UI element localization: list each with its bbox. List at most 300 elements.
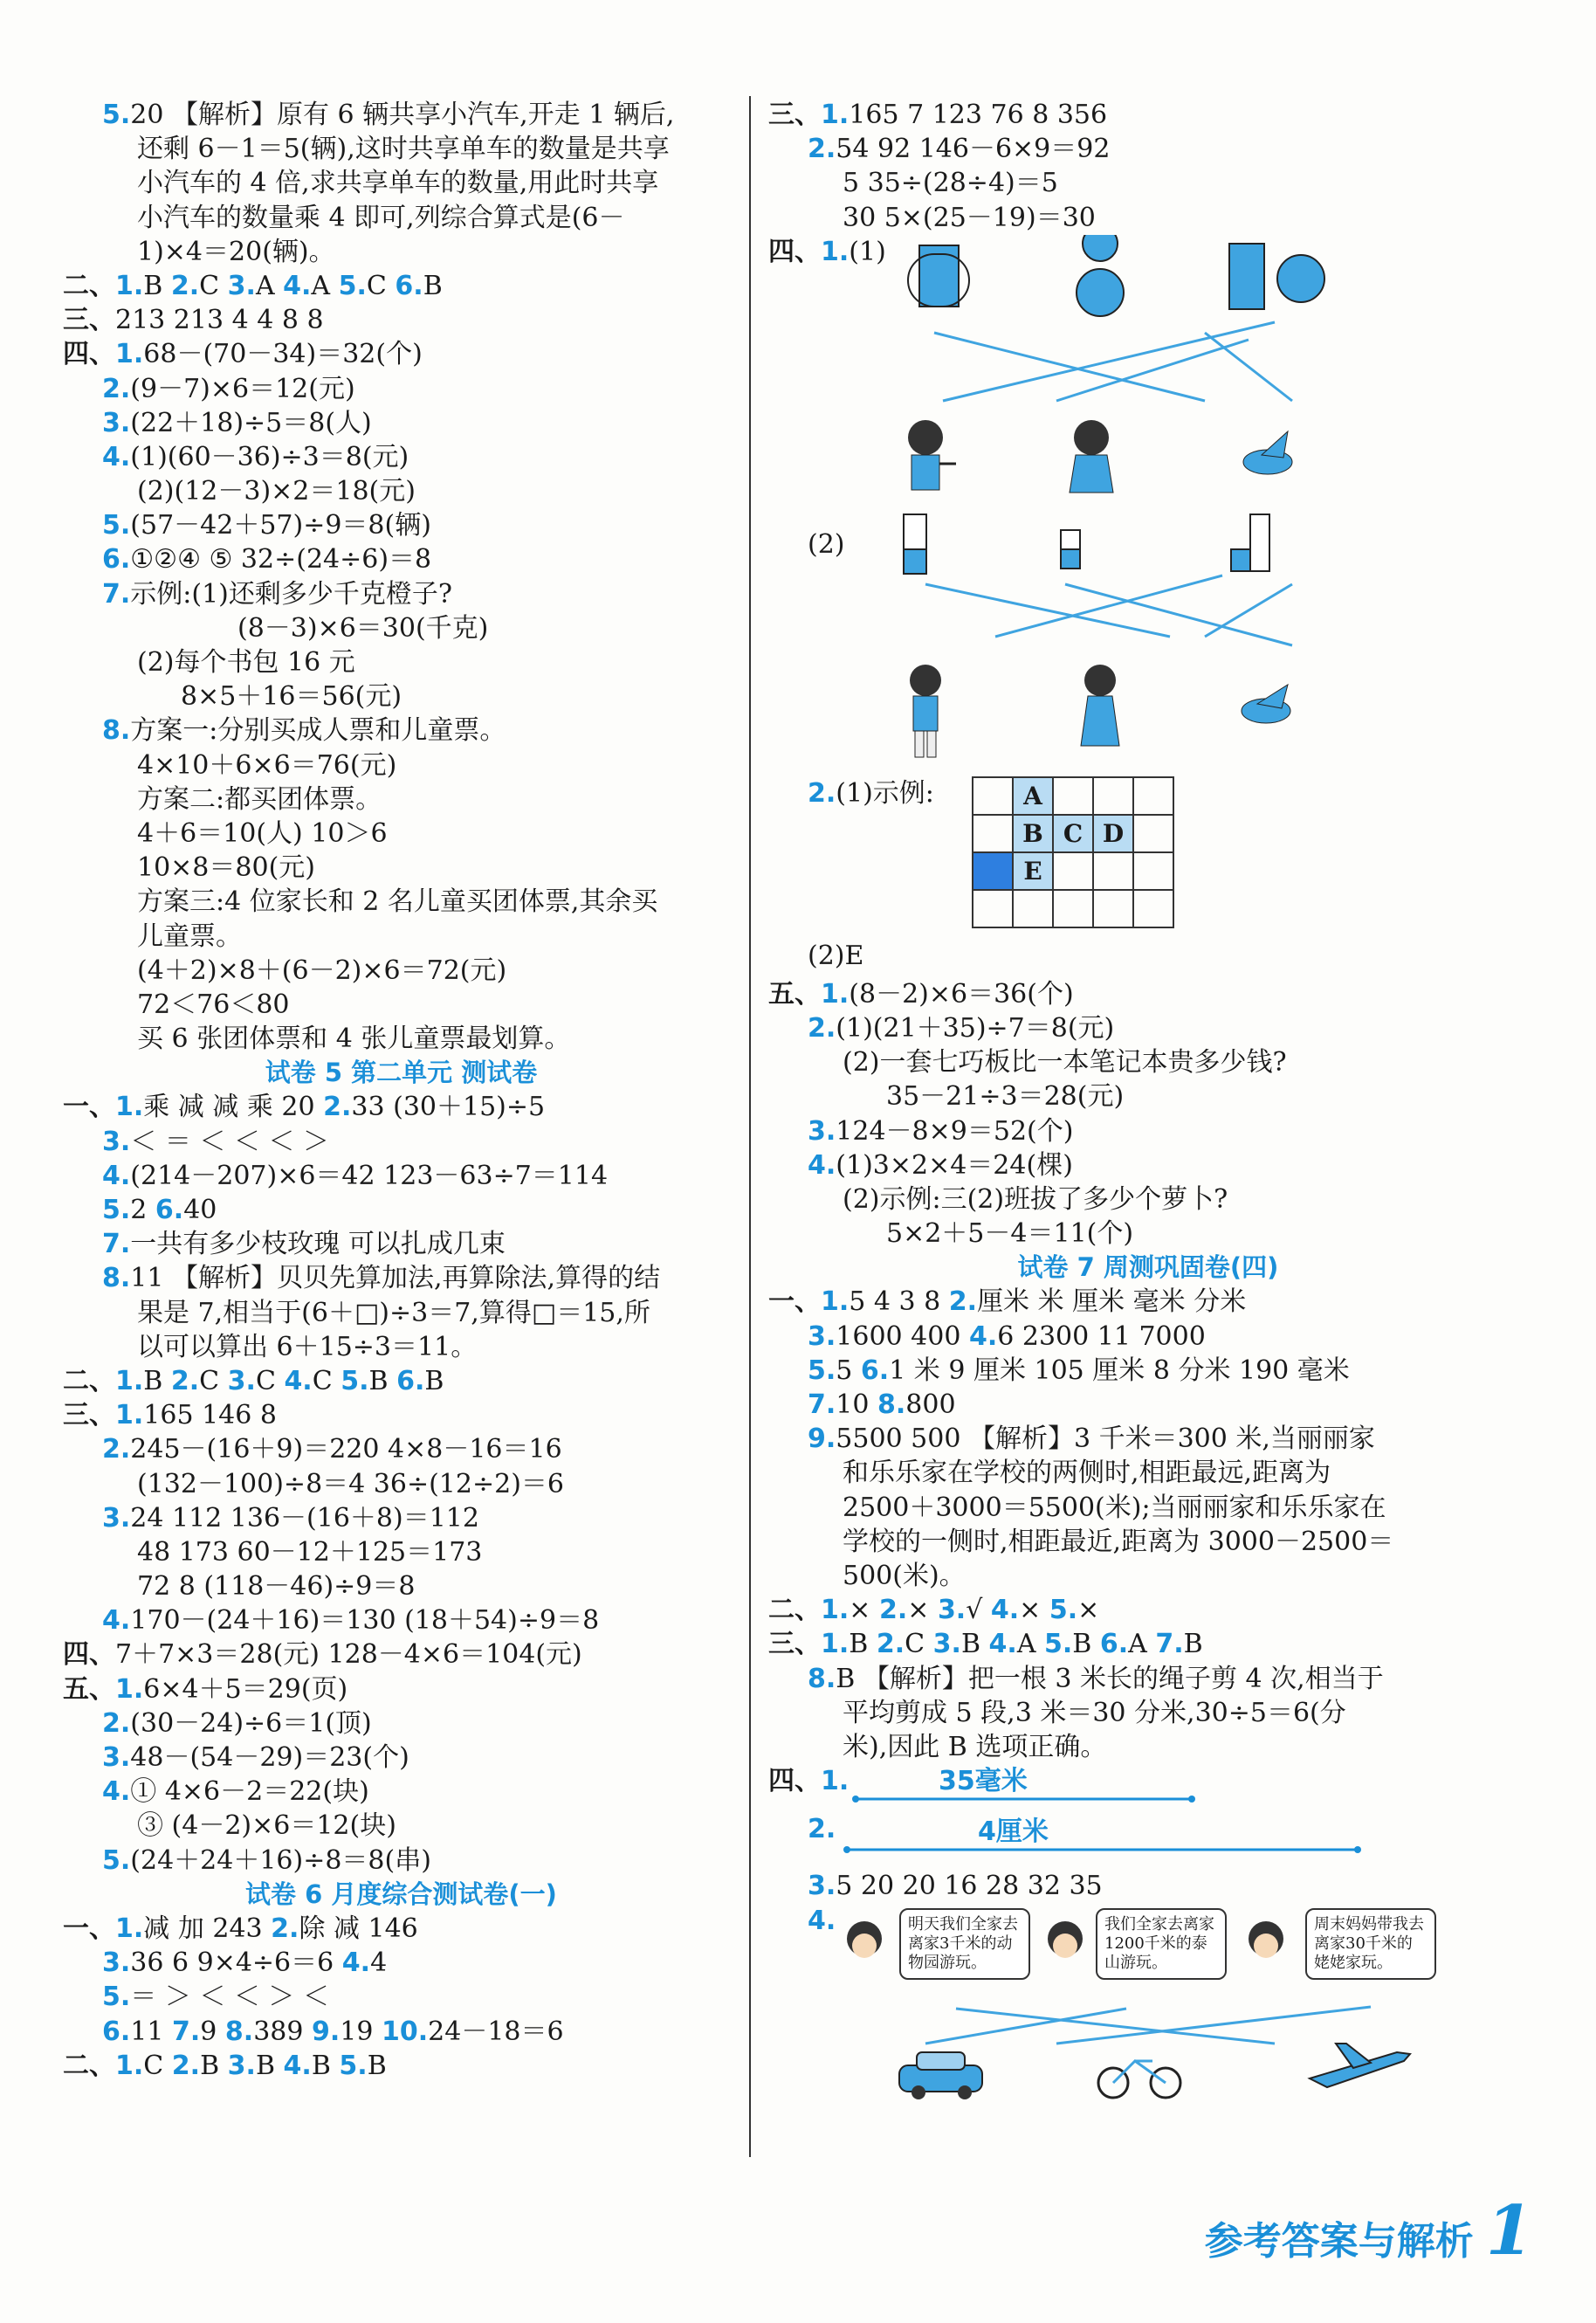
answer-text: 5 35÷(28÷4)＝5	[843, 168, 1058, 199]
answer-text: 165 7 123 76 8 356	[849, 100, 1108, 130]
answer-text: 500(米)。	[843, 1560, 966, 1591]
question-number: 2.	[808, 134, 836, 165]
question-number: 6.	[1099, 1629, 1129, 1660]
answer-text: B	[143, 1365, 171, 1396]
answer-text: ×	[907, 1595, 938, 1626]
answer-text: 33 (30＋15)÷5	[351, 1092, 546, 1123]
question-number: 1.	[115, 1673, 144, 1705]
answer-text: 示例:(1)还剩多少千克橙子?	[130, 578, 452, 610]
answer-line	[63, 406, 740, 440]
bird-icon	[1243, 431, 1292, 474]
answer-text: 儿童票。	[137, 920, 242, 952]
question-number: 7.	[808, 1389, 836, 1420]
answer-text: 68－(70－34)＝32(个)	[143, 339, 423, 370]
answer-text: 厘米 米 厘米 毫米 分米	[977, 1286, 1247, 1318]
answer-text: 124－8×9＝52(个)	[836, 1115, 1074, 1147]
question-number: 4.	[284, 1365, 313, 1396]
question-number: 5.	[102, 510, 131, 541]
column-divider	[749, 96, 751, 2157]
girl-figure-icon	[1070, 420, 1113, 493]
question-number: 3.	[227, 270, 256, 301]
question-number: 1.	[821, 236, 850, 267]
answer-text: C	[199, 270, 228, 301]
girl-face-icon	[847, 1921, 882, 1958]
question-number: 4.	[968, 1320, 998, 1352]
answer-text: 213 213 4 4 8 8	[115, 305, 324, 336]
question-number: 5.	[102, 1844, 131, 1876]
question-number: 4.	[808, 1149, 836, 1181]
section-number: 三、	[768, 1629, 821, 1660]
answer-line	[63, 1159, 740, 1193]
question-number: 3.	[102, 1742, 131, 1773]
answer-text: 19	[340, 2016, 382, 2047]
answer-line	[63, 1603, 740, 1637]
answer-text: 5500 500 【解析】3 千米＝300 米,当丽丽家	[836, 1423, 1375, 1455]
answer-text: 10	[836, 1389, 877, 1420]
answer-text: B	[311, 2050, 340, 2081]
cylinder-sphere-view-icon	[1229, 244, 1324, 309]
answer-text: (1)(21＋35)÷7＝8(元)	[836, 1012, 1115, 1044]
answer-text: B	[368, 1365, 397, 1396]
answer-text: 果是 7,相当于(6＋□)÷3＝7,算得□＝15,所	[137, 1297, 650, 1328]
answer-text: 买 6 张团体票和 4 张儿童票最划算。	[137, 1024, 571, 1055]
answer-text: 1)×4＝20(辆)。	[137, 236, 335, 267]
answer-line	[63, 1193, 740, 1227]
answer-line	[63, 1637, 740, 1672]
answer-line	[63, 885, 740, 919]
question-number: 2.	[878, 1595, 908, 1626]
question-number: 4.	[990, 1595, 1020, 1626]
section-title	[768, 1251, 1528, 1285]
question-number: 2.	[948, 1286, 978, 1318]
answer-line	[768, 1114, 1528, 1148]
question-number: 8.	[224, 2016, 254, 2047]
question-number: 2.	[808, 777, 836, 809]
question-number: 1.	[115, 1365, 144, 1396]
answer-line	[63, 748, 740, 782]
section-number: 一、	[63, 1913, 115, 1944]
question-number: 3.	[808, 1320, 836, 1352]
answer-line	[63, 1946, 740, 1980]
answer-text: C	[312, 1365, 341, 1396]
question-number: 1.	[821, 1286, 850, 1318]
grid-question	[768, 776, 1528, 977]
answer-text: B	[143, 270, 171, 301]
stack-view-icon-2	[1061, 530, 1080, 569]
answer-text: 学校的一侧时,相距最近,距离为 3000－2500＝	[843, 1526, 1394, 1557]
answer-text: A	[311, 270, 339, 301]
answer-line	[768, 1456, 1528, 1490]
answer-text: B	[960, 1629, 989, 1660]
answer-line	[63, 201, 740, 235]
answer-line	[768, 1422, 1528, 1456]
grid-cell-e: E	[1013, 852, 1053, 890]
answer-text: 48 173 60－12＋125＝173	[137, 1536, 483, 1568]
question-number: 7.	[172, 2016, 201, 2047]
speech-bubble-1: 明天我们全家去离家3千米的动物园游玩。	[899, 1908, 1030, 1980]
answer-text: C	[366, 270, 396, 301]
answer-line	[63, 1090, 740, 1124]
answer-text: 1 米 9 厘米 105 厘米 8 分米 190 毫米	[889, 1355, 1350, 1386]
section-number: 四、	[63, 1639, 115, 1671]
answer-line	[768, 166, 1528, 200]
section-number: 一、	[768, 1286, 821, 1318]
answer-line	[768, 1011, 1528, 1045]
answer-line	[63, 645, 740, 679]
left-column	[63, 98, 740, 2083]
question-number: 4.	[341, 1947, 371, 1979]
question-number: 6.	[396, 1365, 425, 1396]
answer-text: (2)每个书包 16 元	[137, 647, 355, 678]
answer-line	[768, 1696, 1528, 1730]
answer-line	[63, 1706, 740, 1741]
answer-line	[768, 977, 1528, 1011]
question-number: 5.	[102, 100, 131, 130]
answer-text: 24－18＝6	[428, 2016, 564, 2047]
section-number: 四、	[768, 236, 821, 267]
question-number: 2.	[102, 373, 131, 404]
answer-line	[63, 920, 740, 954]
answer-line: (2)E	[808, 940, 864, 971]
question-number: 1.	[821, 1595, 850, 1626]
right-column	[768, 98, 1528, 2096]
answer-line	[63, 713, 740, 748]
answer-line	[63, 1775, 740, 1809]
answer-text: (8－2)×6＝36(个)	[849, 978, 1074, 1010]
question-number: 10.	[381, 2016, 429, 2047]
title-text: 试卷 7 周测巩固卷(四)	[1017, 1252, 1279, 1283]
stack-view-icon-3	[1231, 514, 1269, 571]
section-number: 四、	[768, 1766, 821, 1797]
question-number: 8.	[102, 715, 131, 747]
answer-line	[63, 1022, 740, 1056]
question-number: 9.	[311, 2016, 341, 2047]
question-number: 5.	[339, 2050, 368, 2081]
answer-text: 800	[905, 1389, 956, 1420]
girl-back-figure-icon	[1081, 665, 1119, 746]
question-number: 2.	[808, 1814, 836, 1845]
question-number: 3.	[227, 2050, 256, 2081]
answer-text: (2)示例:三(2)班拔了多少个萝卜?	[843, 1183, 1228, 1215]
question-number: 2.	[876, 1629, 905, 1660]
answer-text: 72＜76＜80	[137, 989, 290, 1020]
answer-line	[63, 1809, 740, 1843]
answer-text: (9－7)×6＝12(元)	[130, 373, 355, 404]
grid-cell-c: C	[1053, 815, 1093, 852]
question-number: 2.	[808, 1012, 836, 1044]
answer-text: 平均剪成 5 段,3 米＝30 分米,30÷5＝6(分	[843, 1697, 1346, 1728]
answer-line	[63, 269, 740, 303]
answer-line	[63, 1125, 740, 1159]
answer-line	[63, 235, 740, 269]
answer-text: B	[849, 1629, 877, 1660]
boy-face-icon	[1048, 1921, 1083, 1958]
answer-line	[768, 1285, 1528, 1319]
answer-text: (1)(60－36)÷3＝8(元)	[130, 441, 409, 472]
question-number: 7.	[102, 1229, 131, 1260]
answer-line	[768, 1320, 1528, 1354]
question-number: 3.	[102, 407, 131, 438]
answer-text: (22＋18)÷5＝8(人)	[130, 407, 372, 438]
matching-figure-1	[768, 235, 1528, 776]
section-number: 三、	[63, 305, 115, 336]
answer-text: 6 2300 11 7000	[997, 1320, 1206, 1352]
answer-text: 方案二:都买团体票。	[137, 783, 382, 815]
answer-line	[768, 1491, 1528, 1525]
question-number: 8.	[877, 1389, 906, 1420]
answer-text: 小汽车的数量乘 4 即可,列综合算式是(6－	[137, 202, 625, 233]
answer-text: 170－(24＋16)＝130 (18＋54)÷9＝8	[130, 1605, 600, 1637]
answer-line	[63, 303, 740, 337]
bird-icon	[1242, 685, 1290, 723]
question-number: 4.	[102, 441, 131, 472]
answer-text: 165 146 8	[143, 1400, 277, 1431]
answer-text: B	[1183, 1629, 1203, 1660]
answer-text: 4＋6＝10(人) 10＞6	[137, 817, 388, 849]
question-number: 3.	[102, 1126, 131, 1157]
answer-line	[63, 679, 740, 713]
question-number: 7.	[1155, 1629, 1184, 1660]
answer-text: 36 6 9×4÷6＝6	[130, 1947, 342, 1979]
position-grid	[972, 776, 1174, 928]
answer-text: 8×5＋16＝56(元)	[181, 681, 402, 713]
answer-text: 还剩 6－1＝5(辆),这时共享单车的数量是共享	[137, 134, 670, 165]
question-number: 1.	[821, 1629, 850, 1660]
question-number: 2.	[271, 1913, 299, 1944]
answer-text: 一共有多少枝玫瑰 可以扎成几束	[130, 1229, 506, 1260]
question-number: 2.	[170, 1365, 200, 1396]
answer-line	[63, 817, 740, 851]
answer-text: 11	[130, 2016, 172, 2047]
question-number: 5.	[102, 1195, 131, 1225]
question-number: 4.	[988, 1629, 1017, 1660]
question-number: 1.	[115, 1092, 144, 1123]
answer-line	[63, 1227, 740, 1261]
answer-text: A	[1016, 1629, 1045, 1660]
answer-line	[63, 988, 740, 1022]
airplane-icon	[1310, 2044, 1410, 2087]
answer-text: 35－21÷3＝28(元)	[886, 1081, 1125, 1113]
question-number: 3.	[808, 1871, 836, 1902]
answer-text: 30 5×(25－19)＝30	[843, 202, 1096, 233]
answer-text: 小汽车的 4 倍,求共享单车的数量,用此时共享	[137, 168, 659, 199]
boy-back-figure-icon	[910, 665, 941, 757]
answer-text: (24＋24＋16)÷8＝8(串)	[130, 1844, 431, 1876]
page-footer	[1205, 2191, 1533, 2271]
question-number: 2.	[171, 2050, 201, 2081]
question-number: 3.	[932, 1629, 961, 1660]
answer-line	[63, 1261, 740, 1295]
answer-text: (132－100)÷8＝4 36÷(12÷2)＝6	[137, 1468, 564, 1499]
answer-text: 4×10＋6×6＝76(元)	[137, 749, 397, 781]
answer-text: (2)(12－3)×2＝18(元)	[137, 476, 416, 507]
answer-text: (57－42＋57)÷9＝8(辆)	[130, 510, 431, 541]
answer-line	[768, 1627, 1528, 1661]
answer-text: (30－24)÷6＝1(顶)	[130, 1707, 372, 1739]
question-number: 7.	[102, 578, 131, 610]
question-number: 3.	[102, 1947, 131, 1979]
segment-line-2	[843, 1841, 1366, 1858]
answer-text: 米),因此 B 选项正确。	[843, 1731, 1107, 1762]
question-number: 9.	[808, 1423, 836, 1455]
answer-line	[63, 1432, 740, 1466]
section-number: 二、	[63, 2050, 115, 2081]
answer-line	[768, 1388, 1528, 1422]
section-number: 三、	[63, 1400, 115, 1431]
answer-text: C	[905, 1629, 933, 1660]
question-number: 5.	[102, 1982, 131, 2013]
answer-text: 6×4＋5＝29(页)	[143, 1673, 348, 1705]
answer-line	[63, 1569, 740, 1603]
sphere-view-icon	[1077, 235, 1124, 316]
section-title	[63, 1878, 740, 1912]
answer-line	[768, 1354, 1528, 1388]
answer-text: 54 92 146－6×9＝92	[836, 134, 1111, 165]
answer-text: 5 4 3 8	[849, 1286, 949, 1318]
answer-text: 和乐乐家在学校的两侧时,相距最远,距离为	[843, 1458, 1331, 1489]
question-number: 3.	[937, 1595, 967, 1626]
sub-label: (1)	[849, 236, 886, 267]
answer-text: B	[200, 2050, 228, 2081]
cylinder-view-icon	[908, 245, 969, 307]
answer-text: 乘 减 减 乘 20	[143, 1092, 324, 1123]
question-number: 2.	[102, 1434, 131, 1465]
question-number: 5.	[338, 270, 367, 301]
question-number: 6.	[102, 544, 131, 576]
answer-text: B 【解析】把一根 3 米长的绳子剪 4 次,相当于	[836, 1663, 1384, 1694]
question-number: 8.	[808, 1663, 836, 1694]
bicycle-icon	[1098, 2061, 1180, 2098]
question-number: 5.	[341, 1365, 369, 1396]
answer-line	[63, 1467, 740, 1501]
question-number: 4.	[102, 1776, 131, 1808]
answer-line	[768, 201, 1528, 235]
answer-line	[768, 1148, 1528, 1182]
section-number: 二、	[63, 1365, 115, 1396]
boy-figure-icon	[908, 420, 956, 490]
answer-text: B	[423, 270, 443, 301]
answer-text: 9	[200, 2016, 225, 2047]
question-number: 5.	[1044, 1629, 1073, 1660]
segment-line-1	[851, 1790, 1200, 1808]
answer-text: 7＋7×3＝28(元) 128－4×6＝104(元)	[115, 1639, 582, 1671]
answer-line	[63, 1912, 740, 1946]
answer-line	[768, 1662, 1528, 1696]
answer-text: 2	[130, 1195, 155, 1225]
answer-text: 2500＋3000＝5500(米);当丽丽家和乐乐家在	[843, 1492, 1386, 1523]
answer-text: (8－3)×6＝30(千克)	[237, 612, 489, 644]
answer-text: 72 8 (118－46)÷9＝8	[137, 1571, 416, 1603]
measure-section	[768, 1764, 1528, 2096]
section-title	[63, 1056, 740, 1090]
question-number: 1.	[115, 2050, 144, 2081]
answer-line	[63, 1364, 740, 1398]
answer-line	[63, 1980, 740, 2014]
section-number: 一、	[63, 1092, 115, 1123]
question-number: 4.	[808, 1906, 836, 1937]
question-number: 1.	[821, 100, 850, 130]
answer-text: B	[424, 1365, 444, 1396]
answer-text: (214－207)×6＝42 123－63÷7＝114	[130, 1160, 609, 1191]
answer-line	[63, 1741, 740, 1775]
answer-text: ①②④ ⑤ 32÷(24÷6)＝8	[130, 544, 432, 576]
answer-text: 48－(54－29)＝23(个)	[130, 1742, 409, 1773]
answer-text: 以可以算出 6＋15÷3＝11。	[137, 1331, 478, 1362]
question-number: 3.	[102, 1502, 131, 1534]
answer-text: √	[966, 1595, 991, 1626]
answer-text: B	[1072, 1629, 1100, 1660]
answer-text: B	[255, 2050, 284, 2081]
answer-text: 方案三:4 位家长和 2 名儿童买团体票,其余买	[137, 886, 658, 918]
speech-bubble-2: 我们全家去离家1200千米的泰山游玩。	[1096, 1908, 1227, 1980]
answer-line	[63, 2015, 740, 2049]
answer-line	[63, 1398, 740, 1432]
answer-line	[63, 474, 740, 508]
answer-line	[63, 1844, 740, 1878]
section-number: 三、	[768, 100, 821, 130]
answer-text: C	[199, 1365, 228, 1396]
question-number: 6.	[155, 1195, 184, 1225]
answer-line	[63, 2049, 740, 2083]
answer-text: 20 【解析】原有 6 辆共享小汽车,开走 1 辆后,	[130, 100, 675, 130]
answer-line	[63, 954, 740, 988]
answer-text: 减 加 243	[143, 1913, 272, 1944]
answer-line	[768, 98, 1528, 132]
answer-text: ＝ ＞ ＜ ＜ ＞ ＜	[130, 1982, 329, 2013]
sub-label: (1)示例:	[836, 777, 934, 809]
section-number: 五、	[768, 978, 821, 1010]
question-number: 4.	[102, 1605, 131, 1637]
stack-view-icon-1	[904, 514, 926, 574]
answer-text: ③ (4－2)×6＝12(块)	[137, 1810, 396, 1842]
answer-text: A	[1128, 1629, 1156, 1660]
question-number: 6.	[860, 1355, 890, 1386]
sub-label: (2)	[808, 528, 845, 560]
answer-line	[63, 98, 740, 132]
answer-line	[63, 542, 740, 576]
answer-text: 11 【解析】贝贝先算加法,再算除法,算得的结	[130, 1263, 661, 1294]
answer-text: A	[255, 270, 284, 301]
answer-text: 1600 400	[836, 1320, 969, 1352]
answer-line	[768, 132, 1528, 166]
answer-text: ×	[849, 1595, 879, 1626]
answer-line	[63, 1501, 740, 1535]
section-number: 二、	[768, 1595, 821, 1626]
speech-bubble-3: 周末妈妈带我去离家30千米的姥姥家玩。	[1305, 1908, 1436, 1980]
question-number: 5.	[808, 1355, 836, 1386]
question-number: 5.	[1049, 1595, 1078, 1626]
answer-line	[63, 782, 740, 817]
segment-label-2: 4厘米	[978, 1816, 1049, 1848]
answer-text: ×	[1019, 1595, 1049, 1626]
section-number: 四、	[63, 339, 115, 370]
answer-text: 5×2＋5－4＝11(个)	[886, 1218, 1134, 1250]
title-text: 试卷 6 月度综合测试卷(一)	[245, 1878, 557, 1909]
boy-face-icon	[1249, 1921, 1283, 1958]
answer-text: B	[367, 2050, 387, 2081]
question-number: 6.	[102, 2016, 131, 2047]
answer-text: ① 4×6－2＝22(块)	[130, 1776, 369, 1808]
answer-text: (2)一套七巧板比一本笔记本贵多少钱?	[843, 1047, 1287, 1079]
answer-line	[63, 1672, 740, 1706]
question-number: 3.	[227, 1365, 256, 1396]
answer-line	[768, 1559, 1528, 1593]
answer-line	[768, 1593, 1528, 1627]
answer-line	[63, 508, 740, 542]
answer-line	[768, 1182, 1528, 1217]
question-number: 1.	[115, 1913, 144, 1944]
answer-text: 4	[370, 1947, 388, 1979]
